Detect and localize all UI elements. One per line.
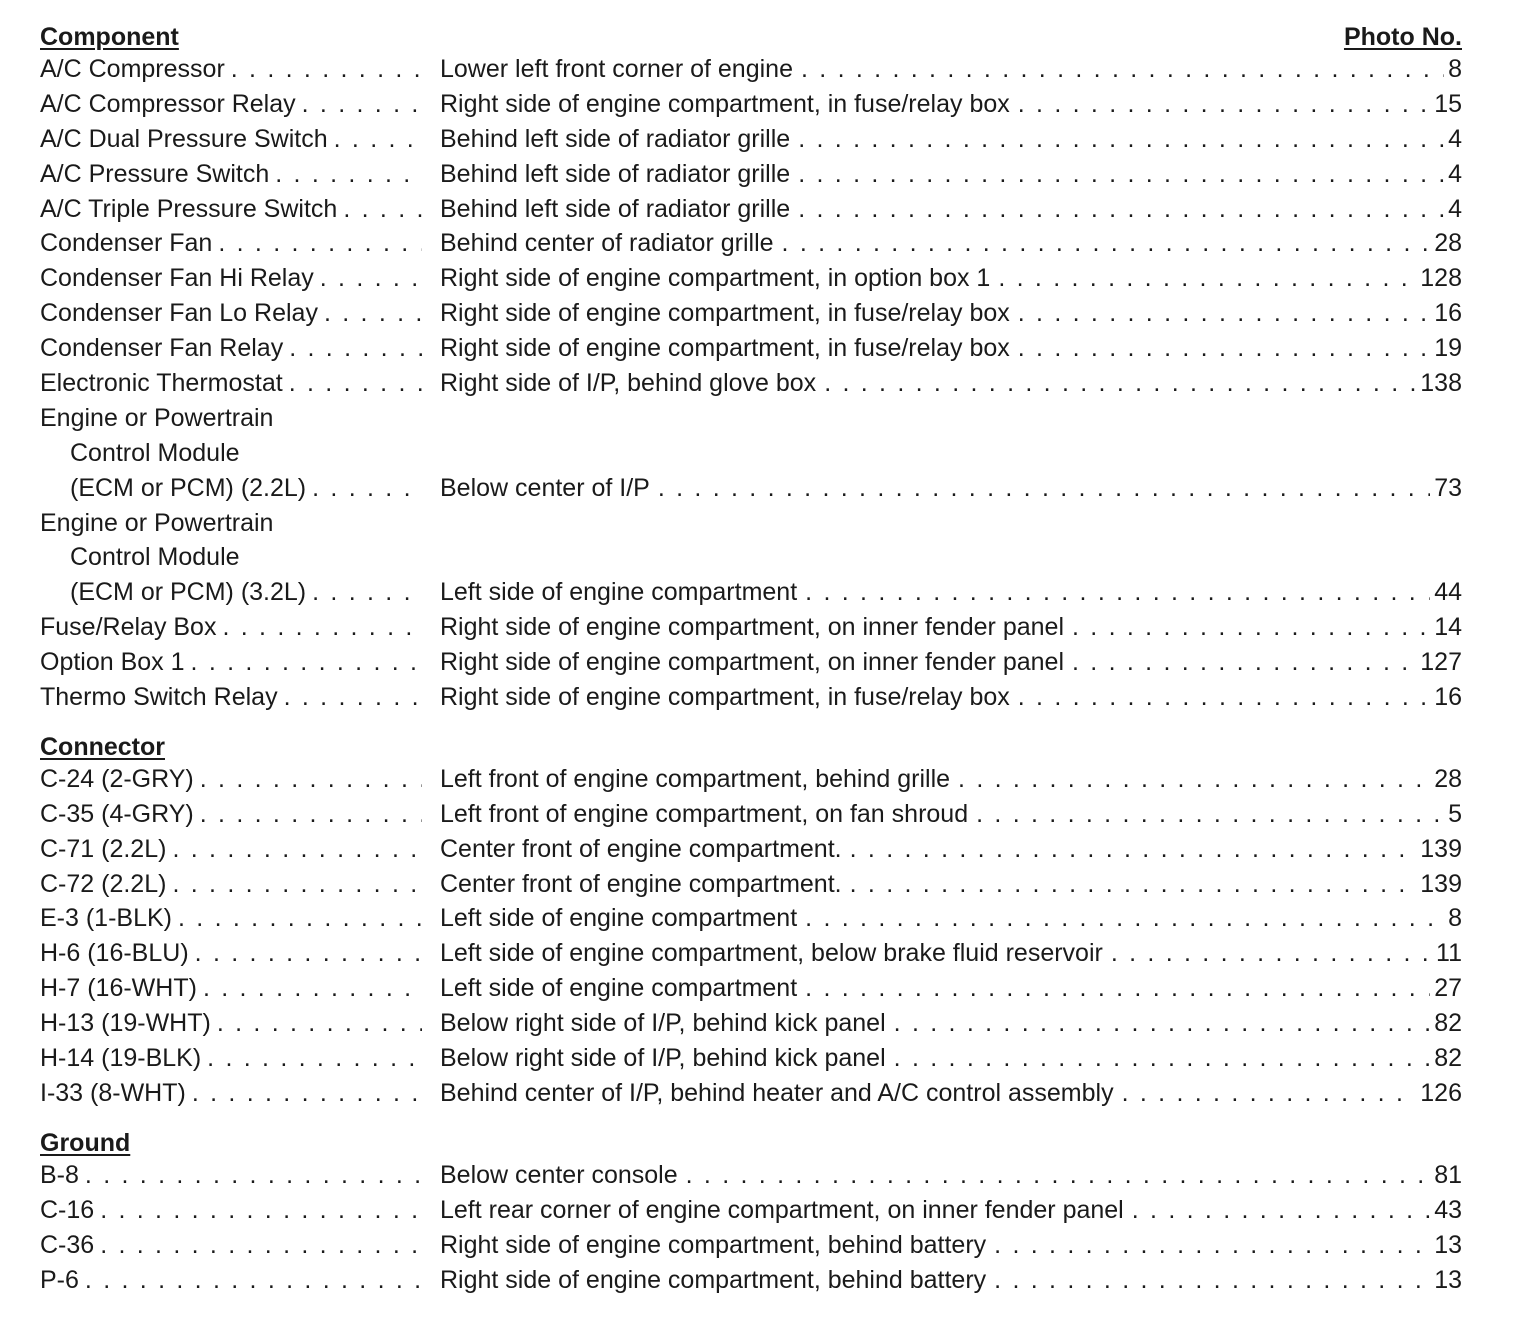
leader-dots bbox=[200, 797, 422, 832]
photo-number: 73 bbox=[1434, 473, 1462, 502]
entry-location: Left front of engine compartment, behind grille bbox=[440, 764, 951, 793]
entry-name-cell bbox=[40, 192, 422, 227]
entry-location: Below center console bbox=[440, 1160, 678, 1189]
entry-name: Condenser Fan Lo Relay bbox=[40, 299, 318, 328]
leader-dots bbox=[1072, 645, 1416, 680]
entry-name: H-14 (19-BLK) bbox=[40, 1044, 202, 1073]
leader-dots bbox=[1018, 296, 1430, 331]
leader-dots bbox=[192, 1076, 422, 1111]
leader-dots bbox=[343, 192, 422, 227]
entry-name-cell bbox=[40, 401, 422, 436]
table-row bbox=[40, 540, 1462, 575]
leader-dots bbox=[805, 971, 1430, 1006]
leader-dots bbox=[207, 1041, 422, 1076]
location-cell bbox=[440, 1041, 1462, 1076]
table-row bbox=[40, 1076, 1462, 1111]
entry-location: Lower left front corner of engine bbox=[440, 55, 793, 83]
entry-name: Condenser Fan Hi Relay bbox=[40, 264, 314, 293]
leader-dots bbox=[1111, 936, 1432, 971]
photo-number: 43 bbox=[1434, 1195, 1462, 1224]
connector-list bbox=[40, 762, 1462, 1111]
entry-name-cell bbox=[40, 122, 422, 157]
leader-dots bbox=[312, 575, 422, 610]
entry-name: A/C Compressor bbox=[40, 55, 225, 83]
entry-name: Engine or Powertrain bbox=[40, 403, 274, 432]
leader-dots bbox=[289, 331, 422, 366]
leader-dots bbox=[850, 832, 1417, 867]
table-row bbox=[40, 1006, 1462, 1041]
table-row bbox=[40, 680, 1462, 715]
photo-number: 5 bbox=[1448, 799, 1462, 828]
photo-number: 138 bbox=[1420, 369, 1462, 398]
location-cell bbox=[440, 1193, 1462, 1228]
leader-dots bbox=[217, 1006, 422, 1041]
entry-name-cell bbox=[40, 645, 422, 680]
entry-location: Below center of I/P bbox=[440, 473, 650, 502]
table-row bbox=[40, 901, 1462, 936]
photo-number: 4 bbox=[1448, 124, 1462, 153]
leader-dots bbox=[805, 901, 1444, 936]
leader-dots bbox=[85, 1263, 422, 1298]
table-row bbox=[40, 936, 1462, 971]
location-cell bbox=[440, 645, 1462, 680]
leader-dots bbox=[805, 575, 1430, 610]
leader-dots bbox=[1018, 87, 1430, 122]
photo-number: 8 bbox=[1448, 55, 1462, 83]
leader-dots bbox=[894, 1041, 1431, 1076]
entry-location: Right side of engine compartment, in fuse/relay box bbox=[440, 334, 1010, 363]
photo-number: 13 bbox=[1434, 1265, 1462, 1294]
component-list bbox=[40, 52, 1462, 715]
entry-location: Behind left side of radiator grille bbox=[440, 194, 791, 223]
photo-number: 15 bbox=[1434, 89, 1462, 118]
entry-name: H-7 (16-WHT) bbox=[40, 974, 197, 1003]
entry-name: A/C Pressure Switch bbox=[40, 159, 270, 188]
leader-dots bbox=[191, 645, 422, 680]
leader-dots bbox=[798, 157, 1444, 192]
entry-name-cell bbox=[40, 680, 422, 715]
location-cell bbox=[440, 87, 1462, 122]
entry-location: Left rear corner of engine compartment, on inner fender panel bbox=[440, 1195, 1124, 1224]
leader-dots bbox=[172, 867, 422, 902]
entry-location: Behind left side of radiator grille bbox=[440, 159, 791, 188]
entry-location: Behind center of radiator grille bbox=[440, 229, 774, 258]
table-row bbox=[40, 762, 1462, 797]
entry-name: H-13 (19-WHT) bbox=[40, 1009, 211, 1038]
entry-location: Center front of engine compartment. bbox=[440, 869, 842, 898]
entry-location: Right side of engine compartment, in fuse/relay box bbox=[440, 299, 1010, 328]
leader-dots bbox=[289, 366, 422, 401]
entry-name: C-72 (2.2L) bbox=[40, 869, 167, 898]
photo-number: 4 bbox=[1448, 159, 1462, 188]
photo-number: 27 bbox=[1434, 974, 1462, 1003]
entry-name: Control Module bbox=[70, 543, 240, 572]
table-row bbox=[40, 971, 1462, 1006]
entry-name: Condenser Fan Relay bbox=[40, 334, 284, 363]
entry-name: E-3 (1-BLK) bbox=[40, 904, 172, 933]
location-cell bbox=[440, 261, 1462, 296]
entry-location: Behind center of I/P, behind heater and A/C control assembly bbox=[440, 1078, 1114, 1107]
entry-name: C-16 bbox=[40, 1195, 95, 1224]
leader-dots bbox=[203, 971, 422, 1006]
table-row bbox=[40, 366, 1462, 401]
photo-number: 128 bbox=[1420, 264, 1462, 293]
photo-number: 13 bbox=[1434, 1230, 1462, 1259]
entry-name: I-33 (8-WHT) bbox=[40, 1078, 186, 1107]
entry-name-cell bbox=[40, 1006, 422, 1041]
location-cell bbox=[440, 610, 1462, 645]
table-row bbox=[40, 471, 1462, 506]
leader-dots bbox=[1132, 1193, 1430, 1228]
entry-location: Left side of engine compartment bbox=[440, 904, 798, 933]
leader-dots bbox=[998, 261, 1416, 296]
location-cell bbox=[440, 832, 1462, 867]
table-row bbox=[40, 1158, 1462, 1193]
leader-dots bbox=[976, 797, 1444, 832]
leader-dots bbox=[178, 901, 422, 936]
leader-dots bbox=[195, 936, 422, 971]
leader-dots bbox=[172, 832, 422, 867]
leader-dots bbox=[1018, 680, 1430, 715]
photo-number: 16 bbox=[1434, 299, 1462, 328]
ground-list bbox=[40, 1158, 1462, 1298]
table-row bbox=[40, 122, 1462, 157]
entry-name-cell bbox=[40, 797, 422, 832]
connector-header bbox=[40, 726, 1462, 762]
leader-dots bbox=[994, 1228, 1430, 1263]
entry-name-cell bbox=[40, 331, 422, 366]
entry-name-cell bbox=[40, 1263, 422, 1298]
entry-location: Behind left side of radiator grille bbox=[440, 124, 791, 153]
location-cell bbox=[440, 971, 1462, 1006]
photo-number: 82 bbox=[1434, 1009, 1462, 1038]
entry-name-cell bbox=[40, 1193, 422, 1228]
leader-dots bbox=[782, 226, 1431, 261]
photo-no-heading: Photo No. bbox=[1343, 23, 1462, 51]
table-row bbox=[40, 1263, 1462, 1298]
leader-dots bbox=[231, 52, 422, 87]
entry-name-cell bbox=[40, 1228, 422, 1263]
location-cell bbox=[440, 1263, 1462, 1298]
entry-name-cell bbox=[40, 506, 422, 541]
leader-dots bbox=[894, 1006, 1431, 1041]
location-cell bbox=[440, 1006, 1462, 1041]
leader-dots bbox=[334, 122, 422, 157]
leader-dots bbox=[320, 261, 422, 296]
photo-number: 19 bbox=[1434, 334, 1462, 363]
entry-name: (ECM or PCM) (2.2L) bbox=[70, 473, 307, 502]
entry-name-cell bbox=[40, 52, 422, 87]
entry-location: Right side of engine compartment, in fuse/relay box bbox=[440, 683, 1010, 712]
leader-dots bbox=[275, 157, 422, 192]
location-cell bbox=[440, 867, 1462, 902]
photo-number: 126 bbox=[1420, 1078, 1462, 1107]
photo-number: 44 bbox=[1434, 578, 1462, 607]
leader-dots bbox=[218, 226, 422, 261]
entry-name: Option Box 1 bbox=[40, 648, 185, 677]
entry-name: C-35 (4-GRY) bbox=[40, 799, 194, 828]
entry-name-cell bbox=[40, 157, 422, 192]
table-row bbox=[40, 226, 1462, 261]
table-row bbox=[40, 331, 1462, 366]
location-cell bbox=[440, 52, 1462, 87]
entry-name-cell bbox=[40, 971, 422, 1006]
table-row bbox=[40, 797, 1462, 832]
entry-name-cell bbox=[40, 226, 422, 261]
leader-dots bbox=[994, 1263, 1430, 1298]
entry-location: Right side of engine compartment, in fuse/relay box bbox=[440, 89, 1010, 118]
ground-heading: Ground bbox=[40, 1128, 131, 1157]
ground-header bbox=[40, 1122, 1462, 1158]
photo-number: 28 bbox=[1434, 764, 1462, 793]
leader-dots bbox=[658, 471, 1430, 506]
leader-dots bbox=[284, 680, 422, 715]
location-cell bbox=[440, 762, 1462, 797]
entry-location: Left front of engine compartment, on fan shroud bbox=[440, 799, 969, 828]
table-row bbox=[40, 157, 1462, 192]
photo-number: 8 bbox=[1448, 904, 1462, 933]
location-index-document bbox=[40, 16, 1462, 1297]
entry-name: C-36 bbox=[40, 1230, 95, 1259]
leader-dots bbox=[850, 867, 1417, 902]
leader-dots bbox=[302, 87, 422, 122]
entry-name: (ECM or PCM) (3.2L) bbox=[70, 578, 307, 607]
entry-location: Left side of engine compartment bbox=[440, 974, 798, 1003]
entry-name-cell bbox=[40, 366, 422, 401]
leader-dots bbox=[312, 471, 422, 506]
location-cell bbox=[440, 1076, 1462, 1111]
table-row bbox=[40, 645, 1462, 680]
entry-location: Below right side of I/P, behind kick panel bbox=[440, 1009, 886, 1038]
entry-name: C-24 (2-GRY) bbox=[40, 764, 194, 793]
location-cell bbox=[440, 226, 1462, 261]
location-cell bbox=[440, 797, 1462, 832]
entry-name-cell bbox=[40, 540, 422, 575]
entry-name: P-6 bbox=[40, 1265, 79, 1294]
location-cell bbox=[440, 122, 1462, 157]
photo-number: 28 bbox=[1434, 229, 1462, 258]
location-cell bbox=[440, 296, 1462, 331]
leader-dots bbox=[1122, 1076, 1417, 1111]
leader-dots bbox=[958, 762, 1430, 797]
entry-name: Control Module bbox=[70, 438, 240, 467]
photo-number: 82 bbox=[1434, 1044, 1462, 1073]
entry-location: Left side of engine compartment, below brake fluid reservoir bbox=[440, 939, 1103, 968]
entry-name-cell bbox=[40, 867, 422, 902]
entry-location: Below right side of I/P, behind kick panel bbox=[440, 1044, 886, 1073]
entry-name-cell bbox=[40, 575, 422, 610]
entry-name-cell bbox=[40, 261, 422, 296]
entry-name: A/C Triple Pressure Switch bbox=[40, 194, 338, 223]
location-cell bbox=[440, 471, 1462, 506]
table-row bbox=[40, 192, 1462, 227]
photo-number: 139 bbox=[1420, 834, 1462, 863]
location-cell bbox=[440, 331, 1462, 366]
leader-dots bbox=[686, 1158, 1431, 1193]
leader-dots bbox=[824, 366, 1416, 401]
photo-number: 139 bbox=[1420, 869, 1462, 898]
entry-name-cell bbox=[40, 901, 422, 936]
table-row bbox=[40, 1228, 1462, 1263]
table-row bbox=[40, 506, 1462, 541]
component-heading: Component bbox=[40, 23, 179, 51]
entry-name: C-71 (2.2L) bbox=[40, 834, 167, 863]
connector-heading: Connector bbox=[40, 732, 165, 761]
table-row bbox=[40, 575, 1462, 610]
leader-dots bbox=[85, 1158, 422, 1193]
leader-dots bbox=[324, 296, 422, 331]
entry-location: Right side of I/P, behind glove box bbox=[440, 369, 817, 398]
leader-dots bbox=[100, 1193, 422, 1228]
entry-name-cell bbox=[40, 471, 422, 506]
entry-location: Right side of engine compartment, behind battery bbox=[440, 1230, 987, 1259]
leader-dots bbox=[801, 52, 1444, 87]
entry-name: Electronic Thermostat bbox=[40, 369, 283, 398]
entry-name: A/C Compressor Relay bbox=[40, 89, 296, 118]
table-row bbox=[40, 87, 1462, 122]
entry-location: Right side of engine compartment, on inner fender panel bbox=[440, 648, 1064, 677]
table-row bbox=[40, 436, 1462, 471]
entry-name-cell bbox=[40, 832, 422, 867]
entry-name: H-6 (16-BLU) bbox=[40, 939, 189, 968]
leader-dots bbox=[1018, 331, 1430, 366]
location-cell bbox=[440, 1158, 1462, 1193]
photo-number: 14 bbox=[1434, 613, 1462, 642]
location-cell bbox=[440, 192, 1462, 227]
leader-dots bbox=[1072, 610, 1430, 645]
table-row bbox=[40, 610, 1462, 645]
leader-dots bbox=[222, 610, 422, 645]
location-cell bbox=[440, 575, 1462, 610]
entry-location: Right side of engine compartment, behind battery bbox=[440, 1265, 987, 1294]
entry-location: Right side of engine compartment, in option box 1 bbox=[440, 264, 991, 293]
photo-number: 4 bbox=[1448, 194, 1462, 223]
table-row bbox=[40, 401, 1462, 436]
leader-dots bbox=[100, 1228, 422, 1263]
location-cell bbox=[440, 901, 1462, 936]
table-row bbox=[40, 832, 1462, 867]
location-cell bbox=[440, 366, 1462, 401]
entry-name: Engine or Powertrain bbox=[40, 508, 274, 537]
table-row bbox=[40, 52, 1462, 87]
leader-dots bbox=[798, 192, 1444, 227]
entry-name-cell bbox=[40, 1076, 422, 1111]
entry-name-cell bbox=[40, 610, 422, 645]
photo-number: 127 bbox=[1420, 648, 1462, 677]
leader-dots bbox=[798, 122, 1444, 157]
component-header bbox=[40, 16, 1462, 52]
entry-name-cell bbox=[40, 87, 422, 122]
table-row bbox=[40, 867, 1462, 902]
entry-name: Condenser Fan bbox=[40, 229, 213, 258]
entry-location: Right side of engine compartment, on inner fender panel bbox=[440, 613, 1064, 642]
entry-name-cell bbox=[40, 1158, 422, 1193]
entry-name: Fuse/Relay Box bbox=[40, 613, 217, 642]
table-row bbox=[40, 1041, 1462, 1076]
entry-name: B-8 bbox=[40, 1160, 79, 1189]
table-row bbox=[40, 1193, 1462, 1228]
photo-number: 81 bbox=[1434, 1160, 1462, 1189]
entry-name: Thermo Switch Relay bbox=[40, 683, 278, 712]
photo-number: 16 bbox=[1434, 683, 1462, 712]
entry-location: Left side of engine compartment bbox=[440, 578, 798, 607]
entry-location: Center front of engine compartment. bbox=[440, 834, 842, 863]
entry-name-cell bbox=[40, 936, 422, 971]
entry-name-cell bbox=[40, 436, 422, 471]
entry-name-cell bbox=[40, 1041, 422, 1076]
table-row bbox=[40, 261, 1462, 296]
table-row bbox=[40, 296, 1462, 331]
photo-number: 11 bbox=[1436, 939, 1462, 968]
location-cell bbox=[440, 157, 1462, 192]
entry-name: A/C Dual Pressure Switch bbox=[40, 124, 328, 153]
location-cell bbox=[440, 680, 1462, 715]
entry-name-cell bbox=[40, 762, 422, 797]
location-cell bbox=[440, 936, 1462, 971]
leader-dots bbox=[200, 762, 422, 797]
entry-name-cell bbox=[40, 296, 422, 331]
location-cell bbox=[440, 1228, 1462, 1263]
